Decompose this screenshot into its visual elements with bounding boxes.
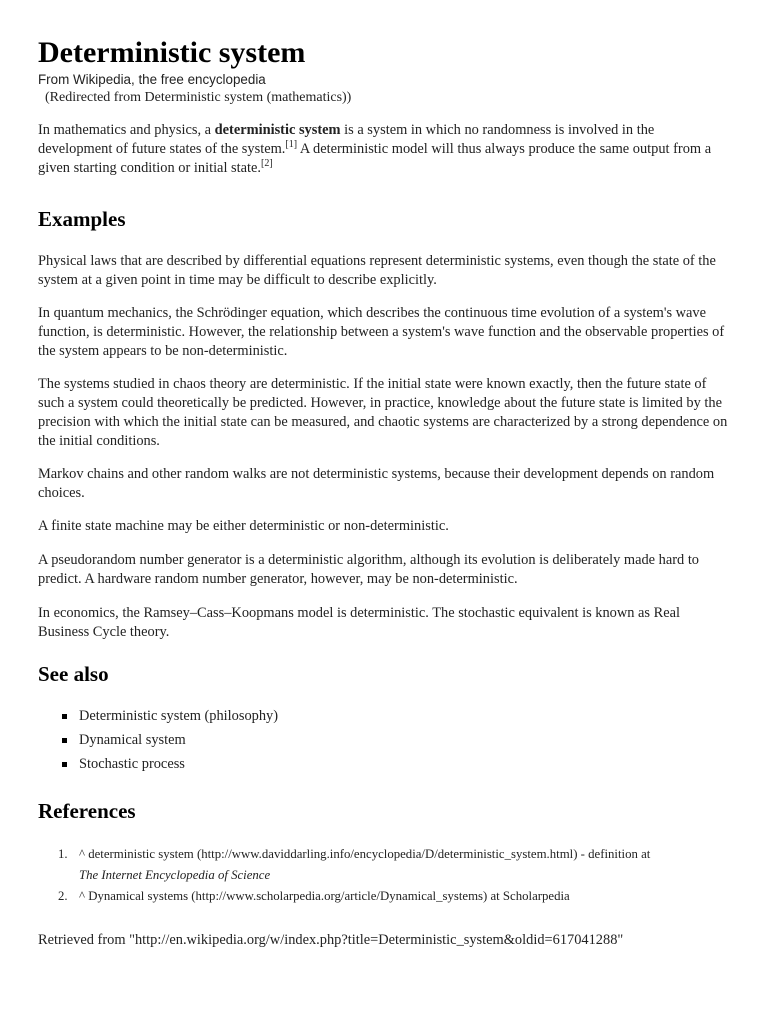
page-title: Deterministic system <box>38 36 306 69</box>
retrieved-from: Retrieved from "http://en.wikipedia.org/w/index.php?title=Deterministic_system&oldid=617041288" <box>38 932 624 948</box>
see-also-item[interactable] <box>38 755 278 774</box>
ref-link-1[interactable]: [1] <box>285 139 298 151</box>
intro-term: deterministic system <box>214 122 341 138</box>
examples-paragraph: In economics, the Ramsey–Cass–Koopmans model is deterministic. The stochastic equivalent is known as Real Business Cycle theory. <box>38 605 680 640</box>
intro-text-3: A deterministic model will thus always produce the same output from a given starting condition or initial state. <box>38 141 712 176</box>
reference-number: 2. <box>58 889 68 903</box>
see-also-list <box>38 707 278 779</box>
examples-paragraph: The systems studied in chaos theory are deterministic. If the initial state were known exactly, then the future state of such a system could theoretically be predicted. However, in practice, knowledge about the future state is limited by the precision with which the initial state can be measured, and chaotic systems are characterized by a strong dependence on the initial conditions. <box>38 376 728 449</box>
ref-link-2[interactable]: [2] <box>261 158 273 170</box>
reference-item <box>38 844 738 886</box>
see-also-item[interactable] <box>38 731 278 750</box>
heading-see-also: See also <box>38 662 109 686</box>
reference-item <box>38 886 738 907</box>
redirect-note: (Redirected from Deterministic system (mathematics)) <box>45 90 352 105</box>
bullet-icon <box>62 738 67 743</box>
references-list <box>38 844 738 907</box>
bullet-icon <box>62 762 67 767</box>
see-also-link[interactable]: Deterministic system (philosophy) <box>79 708 279 724</box>
examples-paragraph: A finite state machine may be either deterministic or non-deterministic. <box>38 518 449 534</box>
reference-text[interactable]: ^ Dynamical systems (http://www.scholarpedia.org/article/Dynamical_systems) at Scholarpedia <box>79 889 570 903</box>
intro-text-2: is a system in which no randomness is involved in the development of future states of the system. <box>38 122 655 157</box>
see-also-item[interactable] <box>38 707 278 726</box>
examples-paragraph: Markov chains and other random walks are not deterministic systems, because their development depends on random choices. <box>38 466 715 501</box>
intro-text-1: In mathematics and physics, a <box>38 122 215 138</box>
intro-paragraph <box>38 121 732 178</box>
site-subtitle: From Wikipedia, the free encyclopedia <box>38 72 266 87</box>
examples-paragraph: A pseudorandom number generator is a deterministic algorithm, although its evolution is deliberately made hard to predict. A hardware random number generator, however, may be non-deterministic. <box>38 552 700 587</box>
reference-text[interactable]: ^ deterministic system (http://www.daviddarling.info/encyclopedia/D/deterministic_system.html) - definition at <box>79 847 651 861</box>
see-also-link[interactable]: Dynamical system <box>79 732 186 748</box>
heading-examples: Examples <box>38 207 126 231</box>
examples-paragraph: Physical laws that are described by differential equations represent deterministic systems, even though the state of the system at a given point in time may be difficult to describe explicitly. <box>38 253 716 288</box>
reference-number: 1. <box>58 847 68 861</box>
bullet-icon <box>62 714 67 719</box>
heading-references: References <box>38 799 136 823</box>
examples-paragraph: In quantum mechanics, the Schrödinger equation, which describes the continuous time evolution of a system's wave function, is deterministic. However, the relationship between a system's wave function and the observable properties of the system appears to be non-deterministic. <box>38 305 725 359</box>
see-also-link[interactable]: Stochastic process <box>79 756 185 772</box>
reference-source: The Internet Encyclopedia of Science <box>79 868 271 882</box>
